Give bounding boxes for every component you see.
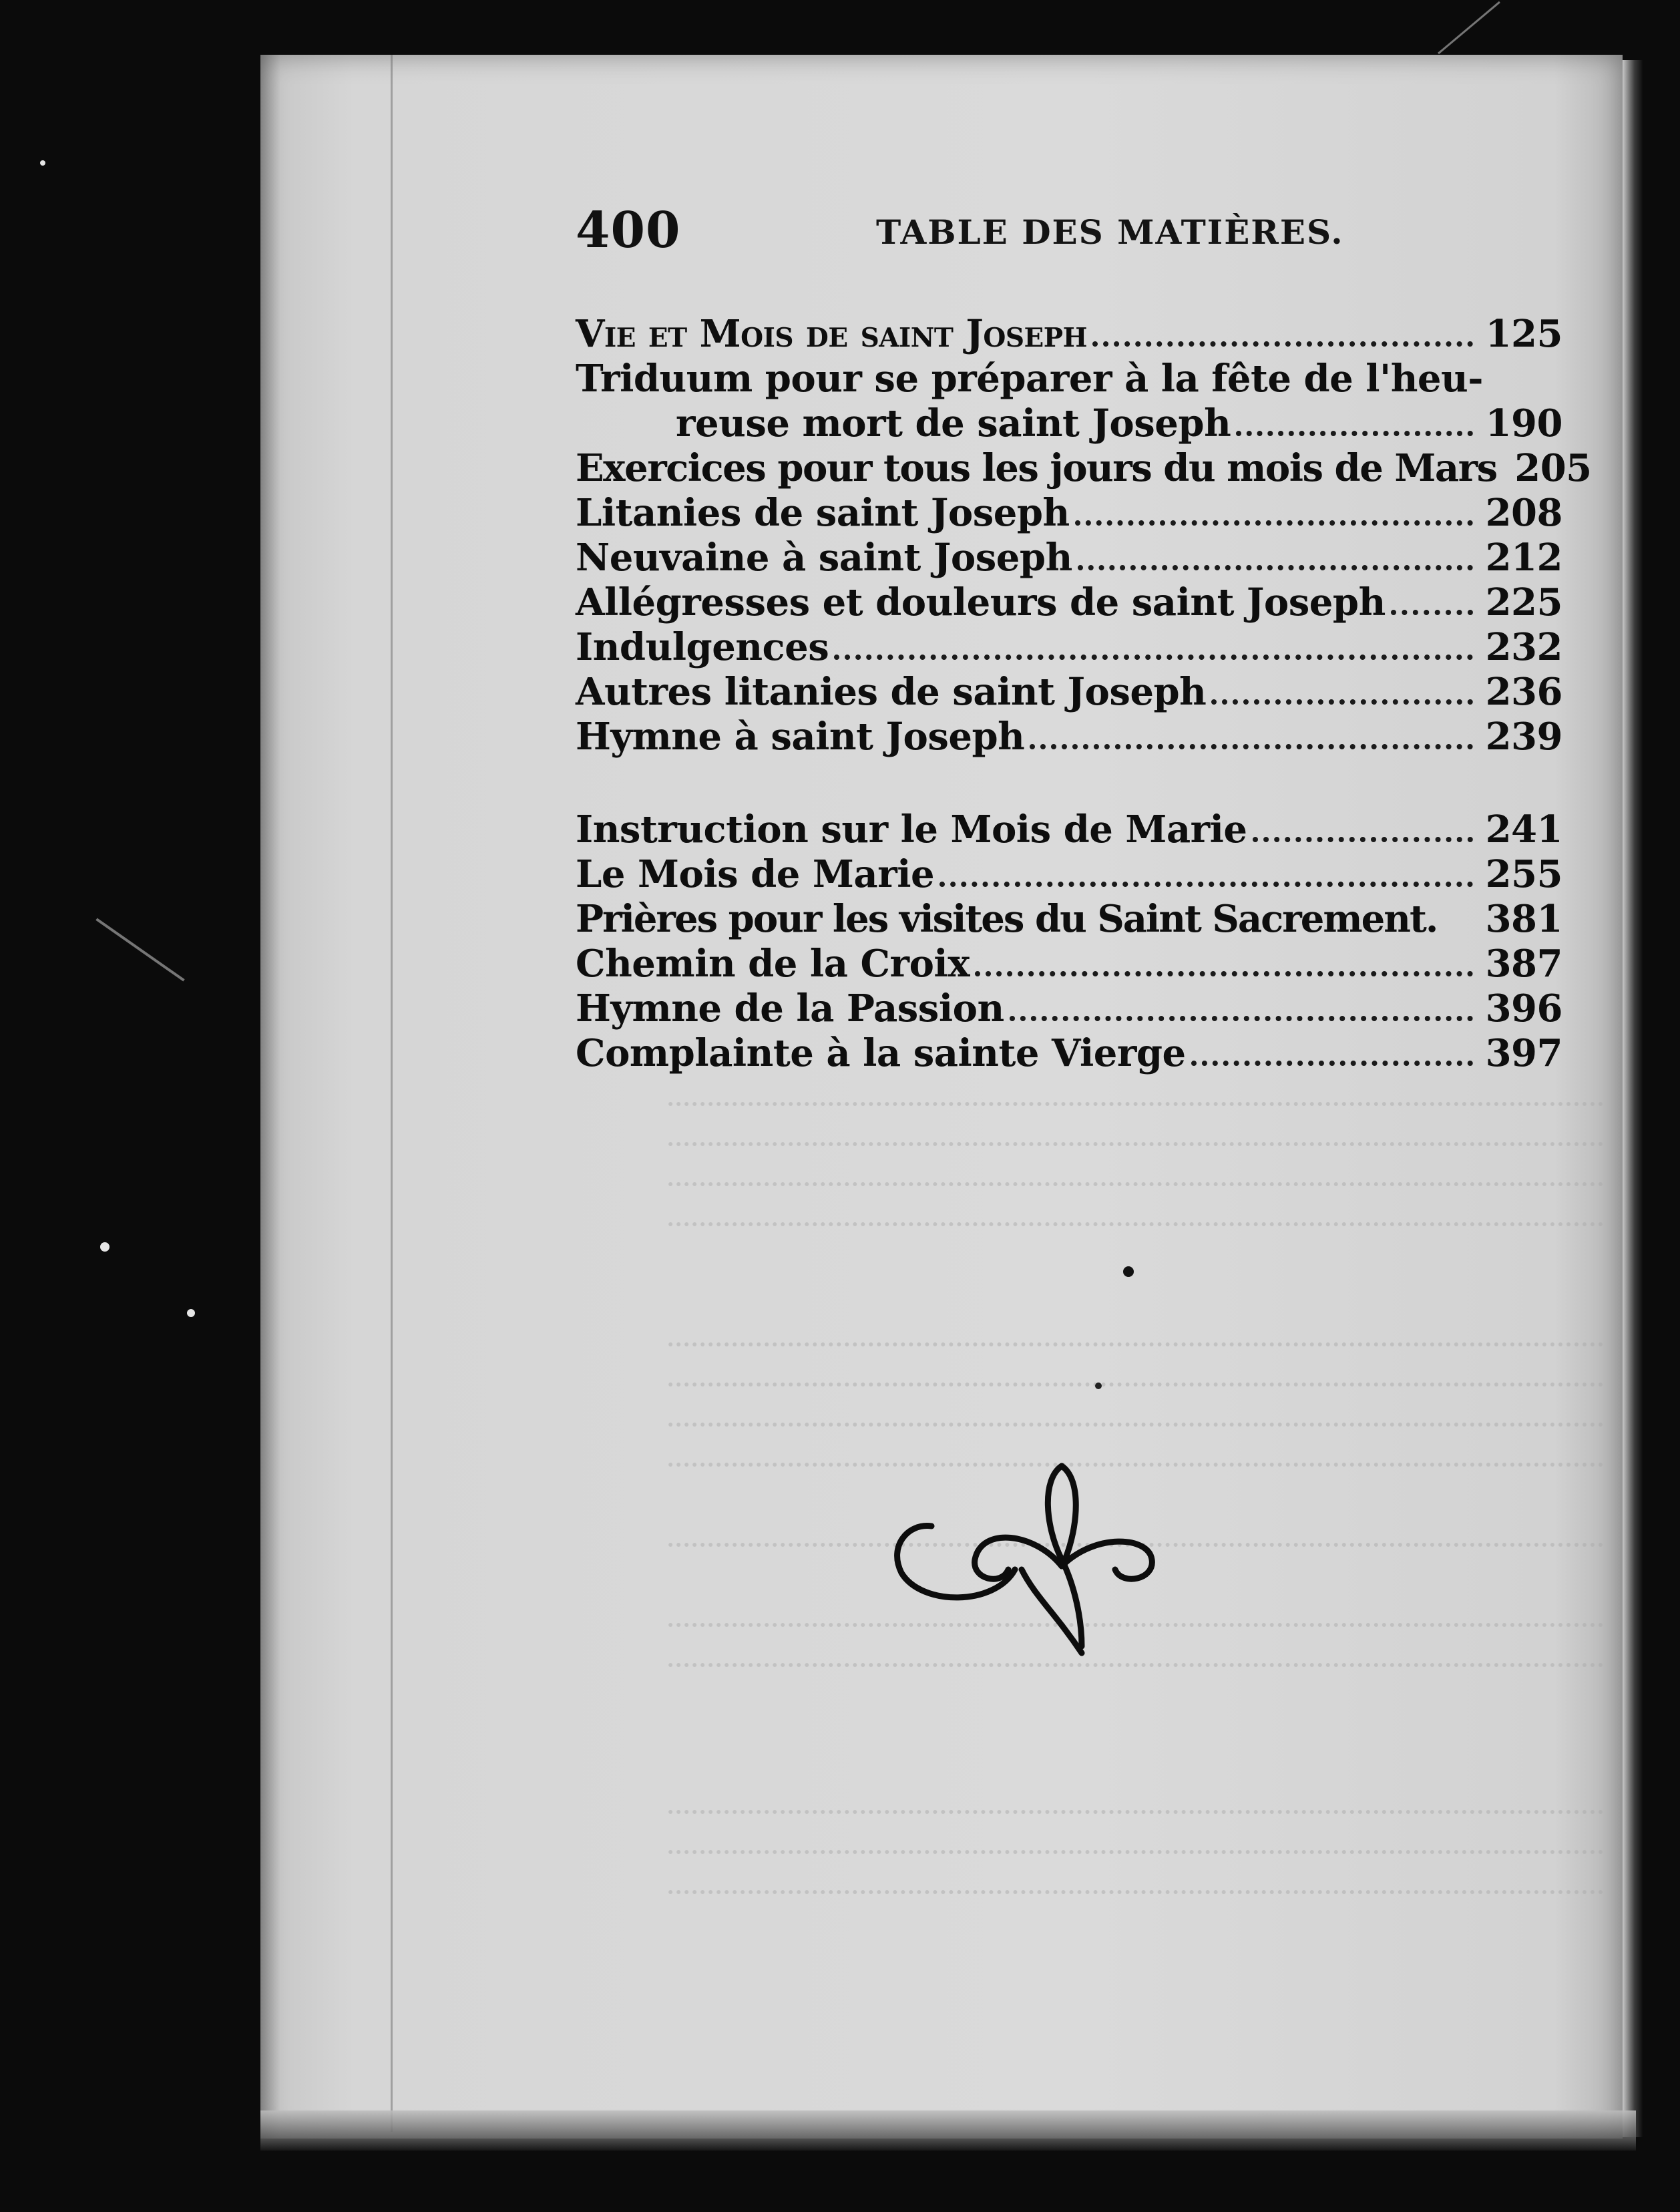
toc-entry [576, 401, 1562, 445]
toc-entry [576, 580, 1562, 624]
dot-leader [975, 958, 1473, 976]
dot-leader [939, 868, 1473, 887]
toc-entry-title: Triduum pour se préparer à la fête de l'heu- [576, 357, 1483, 401]
toc-entry-title: Exercices pour tous les jours du mois de Mars [576, 446, 1497, 490]
toc-entry [576, 1031, 1562, 1075]
toc-entry [576, 311, 1562, 356]
fleuron-ornament-icon [881, 1453, 1162, 1680]
toc-entry [576, 535, 1562, 580]
ink-dot [1123, 1266, 1134, 1277]
dot-leader [1191, 1047, 1473, 1066]
toc-entry-page: 212 [1485, 536, 1562, 580]
dot-leader [834, 641, 1473, 660]
toc-entry-page: 225 [1485, 580, 1562, 624]
page-number: 400 [576, 202, 681, 259]
toc-entry-title: reuse mort de saint Joseph [676, 401, 1231, 445]
toc-entry-page: 239 [1485, 715, 1562, 759]
running-title: TABLE DES MATIÈRES. [876, 212, 1344, 252]
toc-entry [576, 941, 1562, 986]
toc-entry-title: Le Mois de Marie [576, 852, 935, 896]
toc-entry [576, 896, 1562, 941]
toc-entry-title: Allégresses et douleurs de saint Joseph [576, 580, 1386, 624]
toc-entry [576, 852, 1562, 896]
toc-entry-title: Indulgences [576, 625, 829, 669]
dot-leader [1010, 1002, 1473, 1021]
ink-dot [1095, 1382, 1102, 1389]
toc-entry-page: 255 [1485, 852, 1562, 896]
toc-entry [576, 669, 1562, 714]
toc-entry-title: Instruction sur le Mois de Marie [576, 807, 1247, 852]
toc-entry-title: Prières pour les visites du Saint Sacrement. [576, 897, 1438, 941]
toc-entry-page: 232 [1485, 625, 1562, 669]
toc-entry-title: Hymne de la Passion [576, 986, 1004, 1031]
toc-entry [576, 986, 1562, 1031]
table-of-contents [576, 311, 1592, 1075]
dot-leader [1253, 823, 1473, 842]
section-gap [576, 759, 1562, 807]
toc-entry [576, 356, 1562, 401]
toc-entry-page: 205 [1514, 446, 1592, 490]
toc-entry-page: 387 [1485, 942, 1562, 986]
toc-entry-page: 190 [1485, 401, 1562, 445]
dot-leader [1030, 731, 1473, 749]
toc-entry [576, 624, 1562, 669]
toc-entry-page: 396 [1485, 986, 1562, 1031]
dot-leader [1442, 918, 1473, 932]
toc-entry-page: 208 [1485, 491, 1562, 535]
dot-leader [1236, 417, 1473, 436]
dot-leader [1075, 507, 1473, 526]
dot-leader [1391, 596, 1473, 615]
toc-entry-title: Chemin de la Croix [576, 942, 970, 986]
toc-entry-title: Vie et Mois de saint Joseph [576, 312, 1087, 356]
toc-entry-title: Autres litanies de saint Joseph [576, 670, 1207, 714]
toc-entry-page: 397 [1485, 1031, 1562, 1075]
toc-entry-page: 125 [1485, 312, 1562, 356]
toc-entry [576, 490, 1562, 535]
dot-leader [1078, 552, 1473, 570]
toc-entry-title: Litanies de saint Joseph [576, 491, 1070, 535]
toc-entry-page: 236 [1485, 670, 1562, 714]
toc-entry-title: Neuvaine à saint Joseph [576, 536, 1072, 580]
toc-entry [576, 807, 1562, 852]
toc-entry-title: Hymne à saint Joseph [576, 715, 1025, 759]
toc-entry [576, 714, 1562, 759]
toc-entry [576, 445, 1592, 490]
dot-leader [1092, 328, 1473, 347]
toc-entry-title: Complainte à la sainte Vierge [576, 1031, 1186, 1075]
dot-leader [1211, 686, 1473, 705]
toc-entry-page: 381 [1485, 897, 1562, 941]
page-header [576, 202, 1344, 259]
toc-entry-page: 241 [1485, 807, 1562, 852]
